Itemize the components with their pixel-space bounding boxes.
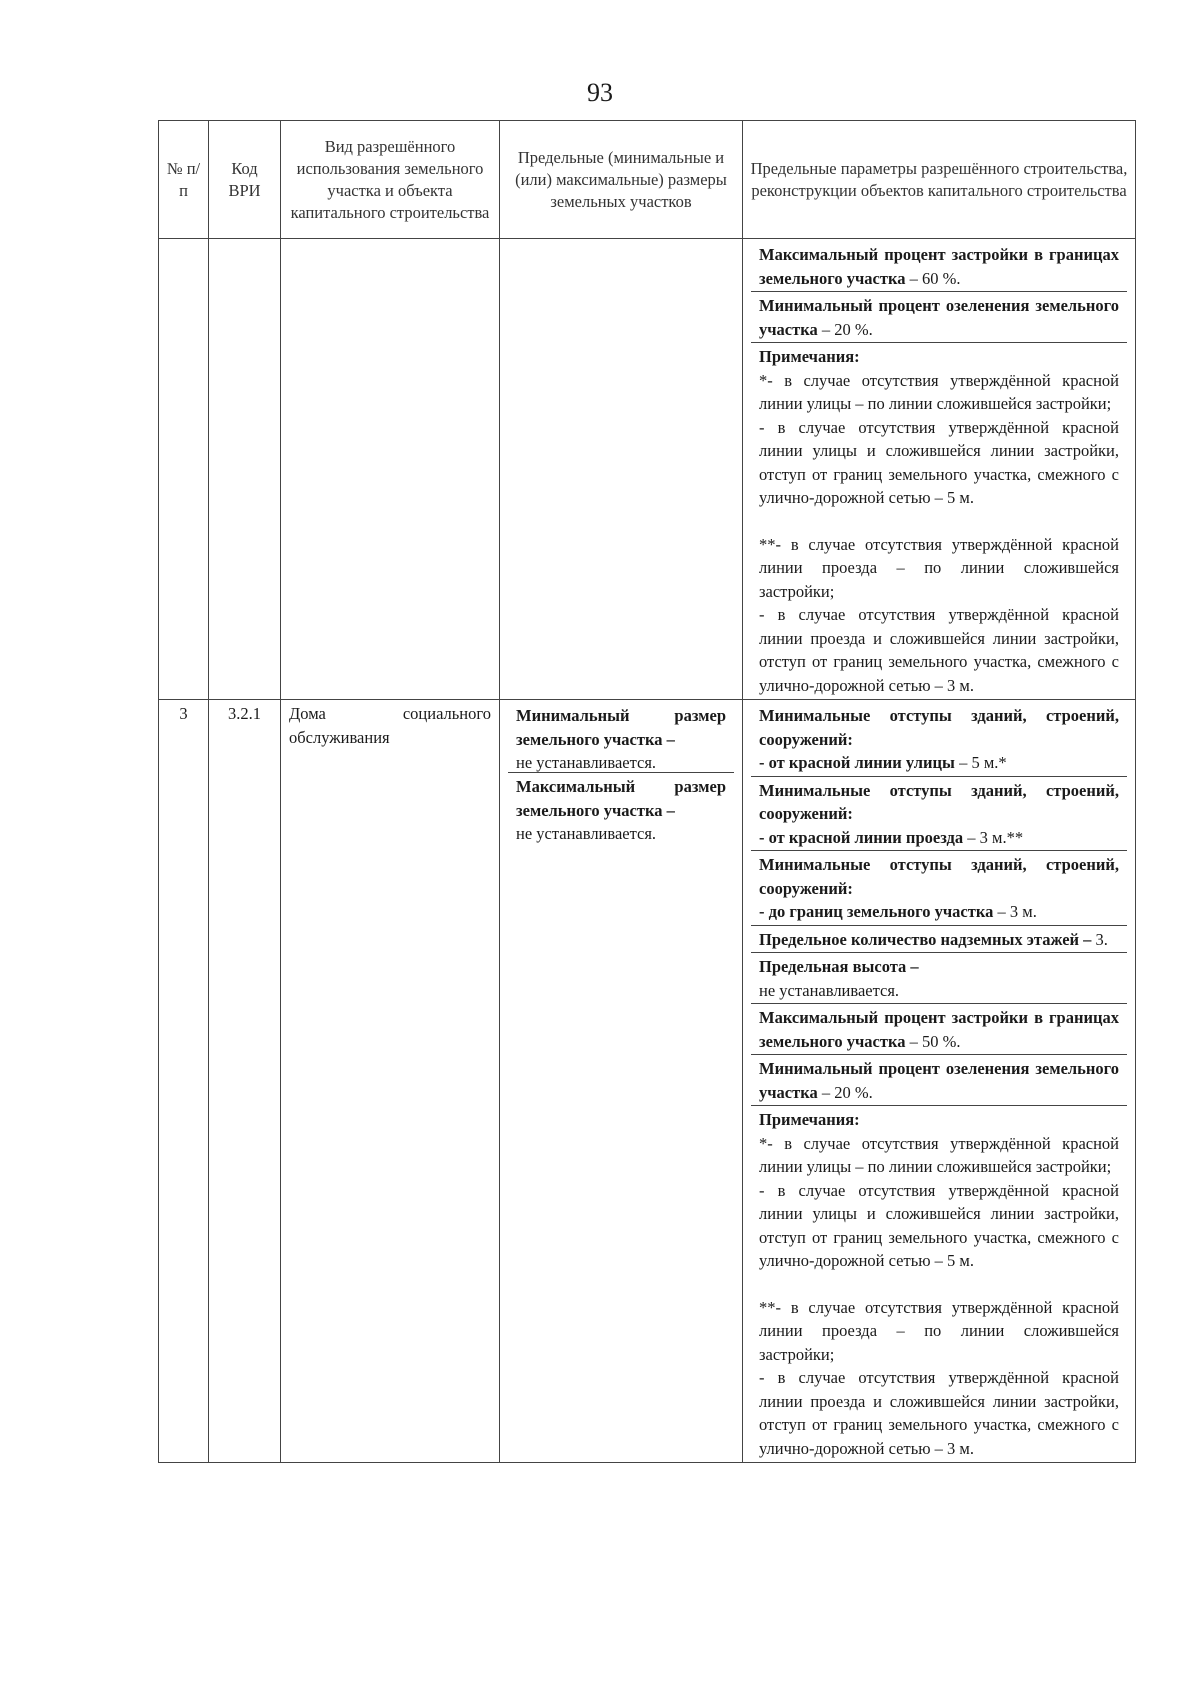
- table-header-row: [159, 121, 1136, 239]
- cell-code: 3.2.1: [209, 700, 281, 1463]
- notes-title: Примечания:: [759, 1110, 860, 1129]
- cell-params: [743, 700, 1136, 1463]
- param-max-build-percent: Максимальный процент застройки в границах земельного участка – 50 %.: [751, 1004, 1127, 1055]
- cell-params-continued: [743, 239, 1136, 700]
- param-setback-street: Минимальные отступы зданий, строений, сооружений: - от красной линии улицы – 5 м.*: [751, 702, 1127, 777]
- table-row-continued: [159, 239, 1136, 700]
- note-paragraph: - в случае отсутствия утверждённой красной линии улицы и сложившейся линии застройки, отступ от границ земельного участка, смежного с улично-дорожной сетью – 5 м.: [759, 1180, 1119, 1270]
- header-num: № п/п: [159, 121, 209, 239]
- header-params: Предельные параметры разрешённого строительства, реконструкции объектов капитального строительства: [743, 121, 1136, 239]
- note-paragraph: - в случае отсутствия утверждённой красной линии проезда и сложившейся линии застройки, отступ от границ земельного участка, смежного с улично-дорожной сетью – 3 м.: [759, 605, 1119, 695]
- table-row-3: [159, 700, 1136, 1463]
- note-paragraph: **- в случае отсутствия утверждённой красной линии проезда – по линии сложившейся застройки;: [759, 1297, 1119, 1364]
- header-use: Вид разрешённого использования земельного участка и объекта капитального строительства: [281, 121, 500, 239]
- notes-title: Примечания:: [759, 347, 860, 366]
- size-min: Минимальный размер земельного участка – не устанавливается.: [508, 702, 734, 773]
- header-code: Код ВРИ: [209, 121, 281, 239]
- param-setback-boundary: Минимальные отступы зданий, строений, сооружений: - до границ земельного участка – 3 м.: [751, 851, 1127, 926]
- cell-use: Дома социального обслуживания: [281, 700, 500, 1463]
- cell-num-empty: [159, 239, 209, 700]
- param-height: Предельная высота – не устанавливается.: [751, 953, 1127, 1004]
- param-min-green-percent: Минимальный процент озеленения земельного участка – 20 %.: [751, 292, 1127, 343]
- cell-use-empty: [281, 239, 500, 700]
- note-paragraph: **- в случае отсутствия утверждённой красной линии проезда – по линии сложившейся застройки;: [759, 534, 1119, 601]
- cell-size-empty: [500, 239, 743, 700]
- cell-num: 3: [159, 700, 209, 1463]
- note-paragraph: - в случае отсутствия утверждённой красной линии проезда и сложившейся линии застройки, отступ от границ земельного участка, смежного с улично-дорожной сетью – 3 м.: [759, 1368, 1119, 1458]
- header-size: Предельные (минимальные и (или) максимальные) размеры земельных участков: [500, 121, 743, 239]
- note-paragraph: - в случае отсутствия утверждённой красной линии улицы и сложившейся линии застройки, отступ от границ земельного участка, смежного с улично-дорожной сетью – 5 м.: [759, 417, 1119, 507]
- note-paragraph: *- в случае отсутствия утверждённой красной линии улицы – по линии сложившейся застройки;: [759, 1133, 1119, 1176]
- cell-code-empty: [209, 239, 281, 700]
- cell-sizes: [500, 700, 743, 1463]
- param-floors: Предельное количество надземных этажей – 3.: [751, 926, 1127, 954]
- notes-block: [751, 343, 1127, 698]
- size-max: Максимальный размер земельного участка – не устанавливается.: [516, 777, 726, 843]
- note-paragraph: *- в случае отсутствия утверждённой красной линии улицы – по линии сложившейся застройки;: [759, 370, 1119, 413]
- notes-block: [751, 1106, 1127, 1461]
- zoning-table: [158, 120, 1136, 1463]
- param-min-green-percent: Минимальный процент озеленения земельного участка – 20 %.: [751, 1055, 1127, 1106]
- param-setback-driveway: Минимальные отступы зданий, строений, сооружений: - от красной линии проезда – 3 м.**: [751, 777, 1127, 852]
- page-number: 93: [587, 78, 613, 107]
- param-max-build-percent: Максимальный процент застройки в границах земельного участка – 60 %.: [751, 241, 1127, 292]
